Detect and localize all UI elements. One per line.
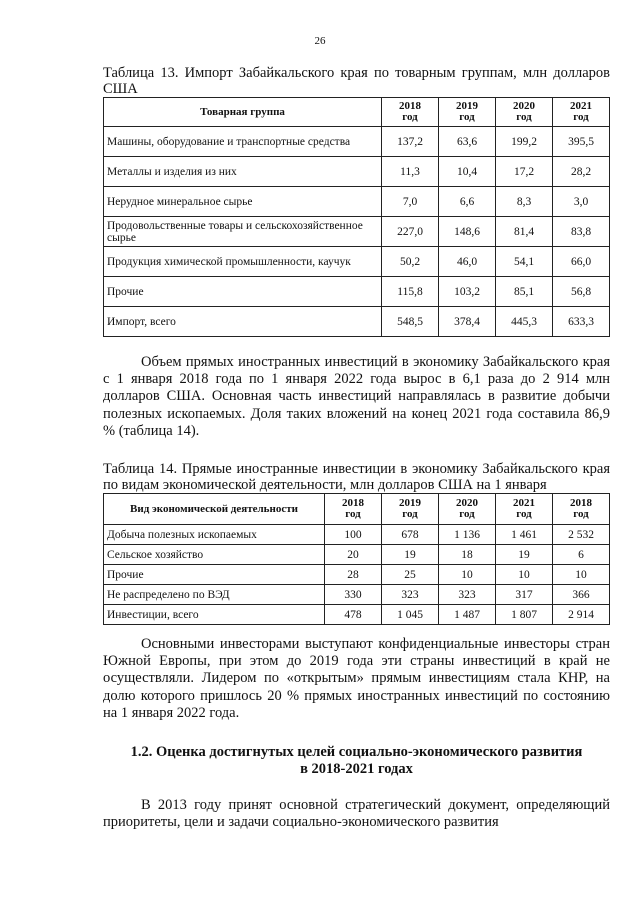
table-row [104,187,610,217]
table-13-caption: Таблица 13. Импорт Забайкальского края по товарным группам, млн долларов США [103,65,610,97]
paragraph-investments: Объем прямых иностранных инвестиций в экономику Забайкальского края с 1 января 2018 года по 1 января 2022 года вырос в 6,1 раза до 2 914 млн долларов США. Основная часть инвестиций направлялась в развитие добычи полезных ископаемых. Доля таких вложений на конец 2021 года составила 86,9 % (таблица 14). [103,354,610,439]
row-label: Продукция химической промышленности, каучук [104,247,382,277]
table-cell: 330 [325,585,382,605]
table-cell: 54,1 [496,247,553,277]
table-cell: 148,6 [439,217,496,247]
page-number: 26 [314,35,326,47]
table-cell: 10,4 [439,157,496,187]
section-heading-line2: в 2018-2021 годах [300,761,413,777]
table-cell: 7,0 [382,187,439,217]
table-row [104,565,610,585]
table-cell: 46,0 [439,247,496,277]
table-cell: 18 [439,545,496,565]
row-label: Инвестиции, всего [104,605,325,625]
column-header-year: 2018 год [382,98,439,127]
investment-table [103,493,610,625]
table-cell: 1 807 [496,605,553,625]
row-label: Импорт, всего [104,307,382,337]
row-label: Нерудное минеральное сырье [104,187,382,217]
paragraph-strategy: В 2013 году принят основной стратегический документ, определяющий приоритеты, цели и задачи социально-экономического развития [103,797,610,831]
column-header-year: 2018 год [325,494,382,525]
table-cell: 100 [325,525,382,545]
table-cell: 2 532 [553,525,610,545]
table-cell: 199,2 [496,127,553,157]
table-cell: 323 [439,585,496,605]
table-row [104,525,610,545]
section-heading [103,744,610,778]
table-cell: 10 [496,565,553,585]
table-cell: 81,4 [496,217,553,247]
column-header-year: 2021 год [496,494,553,525]
table-cell: 8,3 [496,187,553,217]
table-cell: 66,0 [553,247,610,277]
table-cell: 63,6 [439,127,496,157]
row-label: Машины, оборудование и транспортные средства [104,127,382,157]
table-cell: 11,3 [382,157,439,187]
row-label: Прочие [104,277,382,307]
table-cell: 633,3 [553,307,610,337]
table-row [104,247,610,277]
table-cell: 19 [496,545,553,565]
paragraph-investors: Основными инвесторами выступают конфиденциальные инвесторы стран Южной Европы, при этом до 2019 года эти страны инвестиций в край не осуществляли. Лидером по «открытым» прямым инвестициям стала КНР, на долю которого пришлось 20 % прямых иностранных инвестиций по состоянию на 1 января 2022 года. [103,636,610,721]
table-row-total [104,605,610,625]
row-label: Прочие [104,565,325,585]
table-cell: 1 487 [439,605,496,625]
table-header-row [104,494,610,525]
import-table [103,97,610,337]
row-label: Сельское хозяйство [104,545,325,565]
table-cell: 2 914 [553,605,610,625]
table-cell: 678 [382,525,439,545]
column-header-year: 2020 год [439,494,496,525]
table-cell: 137,2 [382,127,439,157]
table-cell: 56,8 [553,277,610,307]
table-cell: 19 [382,545,439,565]
table-cell: 323 [382,585,439,605]
row-label: Добыча полезных ископаемых [104,525,325,545]
table-header-row [104,98,610,127]
table-row-total [104,307,610,337]
table-cell: 20 [325,545,382,565]
table-cell: 548,5 [382,307,439,337]
table-cell: 115,8 [382,277,439,307]
column-header-group: Вид экономической деятельности [104,494,325,525]
table-cell: 85,1 [496,277,553,307]
row-label: Металлы и изделия из них [104,157,382,187]
table-cell: 50,2 [382,247,439,277]
table-cell: 227,0 [382,217,439,247]
table-cell: 395,5 [553,127,610,157]
column-header-year: 2019 год [439,98,496,127]
table-row [104,157,610,187]
table-cell: 1 461 [496,525,553,545]
table-cell: 103,2 [439,277,496,307]
table-row [104,585,610,605]
table-cell: 317 [496,585,553,605]
table-cell: 28,2 [553,157,610,187]
column-header-year: 2021 год [553,98,610,127]
table-cell: 83,8 [553,217,610,247]
table-cell: 478 [325,605,382,625]
column-header-year: 2018 год [553,494,610,525]
column-header-group: Товарная группа [104,98,382,127]
table-cell: 17,2 [496,157,553,187]
row-label: Продовольственные товары и сельскохозяйственное сырье [104,217,382,247]
table-cell: 366 [553,585,610,605]
table-cell: 10 [439,565,496,585]
table-cell: 10 [553,565,610,585]
table-cell: 378,4 [439,307,496,337]
table-row [104,545,610,565]
table-cell: 3,0 [553,187,610,217]
table-14-caption: Таблица 14. Прямые иностранные инвестиции в экономику Забайкальского края по видам экономической деятельности, млн долларов США на 1 января [103,461,610,493]
table-row [104,127,610,157]
table-row [104,217,610,247]
table-cell: 1 136 [439,525,496,545]
table-cell: 6 [553,545,610,565]
table-cell: 28 [325,565,382,585]
column-header-year: 2020 год [496,98,553,127]
table-row [104,277,610,307]
column-header-year: 2019 год [382,494,439,525]
table-cell: 6,6 [439,187,496,217]
table-cell: 25 [382,565,439,585]
section-heading-line1: 1.2. Оценка достигнутых целей социально-экономического развития [130,744,583,760]
row-label: Не распределено по ВЭД [104,585,325,605]
table-cell: 1 045 [382,605,439,625]
table-cell: 445,3 [496,307,553,337]
